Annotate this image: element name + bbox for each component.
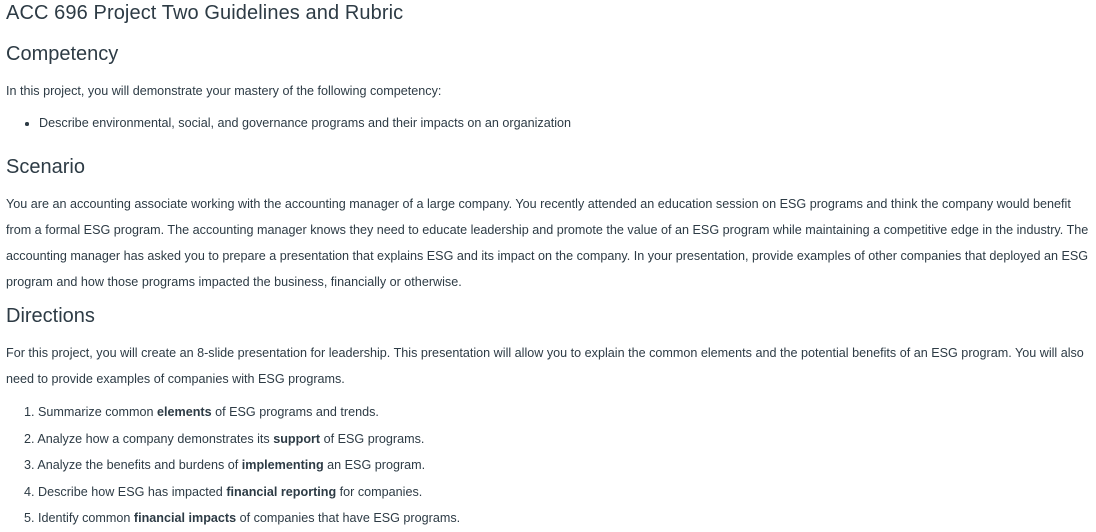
step-keyword: support: [273, 431, 321, 446]
directions-body: For this project, you will create an 8-slide presentation for leadership. This presentation will allow you to explain the common elements and the potential benefits of an ESG program. You will also need to provide examples of companies with ESG programs.: [6, 346, 1084, 386]
competency-list-item: Describe environmental, social, and governance programs and their impacts on an organization: [22, 114, 571, 132]
step-text: an ESG program.: [323, 458, 426, 472]
step-keyword: financial impacts: [133, 511, 237, 525]
step-keyword: elements: [157, 405, 212, 419]
competency-heading: Competency: [6, 43, 119, 65]
step-text: Describe how ESG has impacted: [38, 484, 227, 499]
step-text: Analyze how a company demonstrates its: [37, 431, 274, 446]
step-text: Identify common: [38, 511, 134, 525]
competency-intro: In this project, you will demonstrate your mastery of the following competency:: [6, 84, 442, 98]
step-text: Summarize common: [38, 405, 157, 419]
scenario-heading: Scenario: [6, 156, 85, 178]
step-text: of companies that have ESG programs.: [236, 511, 461, 525]
step-text: of ESG programs and trends.: [211, 405, 379, 419]
step-number: 2.: [24, 431, 35, 446]
step-item: [24, 479, 460, 506]
step-keyword: financial reporting: [226, 484, 337, 499]
directions-steps-list: [24, 399, 460, 532]
step-number: 3.: [24, 458, 35, 472]
competency-list: [22, 114, 571, 132]
step-item: [24, 505, 460, 532]
step-number: 5.: [24, 511, 35, 525]
step-text: for companies.: [336, 484, 423, 499]
scenario-body: You are an accounting associate working with the accounting manager of a large company. You recently attended an education session on ESG programs and think the company would benefit from a formal ESG program. The accounting manager knows they need to educate leadership and promote the value of an ESG program while maintaining a competitive edge in the industry. The accounting manager has asked you to prepare a presentation that explains ESG and its impact on the company. In your presentation, provide examples of other companies that deployed an ESG program and how those programs impacted the business, financially or otherwise.: [6, 197, 1089, 289]
step-item: [24, 452, 460, 479]
step-keyword: implementing: [241, 458, 324, 472]
step-number: 4.: [24, 484, 35, 499]
step-text: Analyze the benefits and burdens of: [37, 458, 242, 472]
step-number: 1.: [24, 405, 35, 419]
directions-heading: Directions: [6, 305, 95, 327]
page-title: ACC 696 Project Two Guidelines and Rubric: [6, 2, 404, 24]
step-text: of ESG programs.: [320, 431, 425, 446]
step-item: [24, 399, 460, 426]
step-item: [24, 426, 460, 453]
